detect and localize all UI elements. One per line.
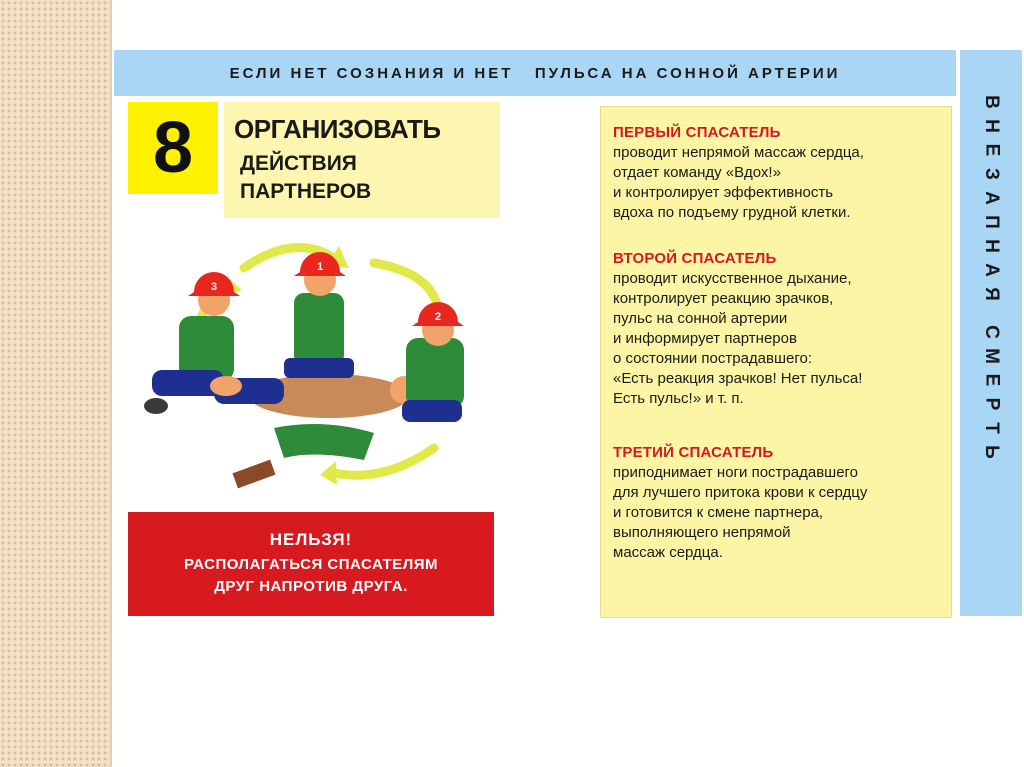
- slide: [114, 50, 1022, 616]
- rescuer-role-heading: ВТОРОЙ СПАСАТЕЛЬ: [613, 250, 777, 267]
- side-letter: Т: [980, 422, 1002, 434]
- rescuer-number: 1: [316, 261, 324, 273]
- step-number-box: [128, 102, 218, 194]
- rescuer-role-heading: ПЕРВЫЙ СПАСАТЕЛЬ: [613, 124, 781, 141]
- rescuer-3-hands: [210, 376, 242, 396]
- top-banner: [114, 50, 956, 96]
- side-letter: П: [981, 215, 1002, 229]
- victim-arm: [274, 424, 374, 460]
- warning-box: [128, 512, 494, 616]
- side-letter: Е: [981, 143, 1002, 157]
- rescuer-role-line: выполняющего непрямой: [613, 524, 791, 541]
- rescuer-role-line: о состоянии пострадавшего:: [613, 350, 813, 367]
- decorative-border: [0, 0, 112, 767]
- rescuer-role-line: Есть пульс!» и т. п.: [613, 390, 744, 407]
- side-letter: Ь: [981, 445, 1002, 459]
- rescuer-role-line: контролирует реакцию зрачков,: [613, 290, 834, 307]
- rescuer-number: 3: [210, 281, 218, 293]
- side-letter: Н: [980, 239, 1002, 253]
- side-banner-text: [960, 90, 1022, 464]
- rescuers-illustration: [134, 228, 504, 498]
- side-letter: А: [980, 263, 1002, 277]
- side-letter: Р: [981, 397, 1002, 411]
- warning-title: НЕЛЬЗЯ!: [269, 530, 353, 549]
- side-letter: Я: [981, 287, 1002, 301]
- rescuer-role-line: пульс на сонной артерии: [613, 310, 788, 327]
- side-letter: М: [980, 348, 1002, 364]
- rescuer-role-line: для лучшего притока крови к сердцу: [613, 484, 868, 501]
- banner-text: ЕСЛИ НЕТ СОЗНАНИЯ И НЕТ ПУЛЬСА НА СОННОЙ АРТЕРИИ: [229, 64, 841, 82]
- rescuer-2-pants: [402, 400, 462, 422]
- side-banner: [960, 50, 1022, 616]
- rescuer-role-line: и контролирует эффективность: [613, 184, 834, 201]
- side-letter: Н: [980, 119, 1002, 133]
- rescuer-number: 2: [434, 311, 442, 323]
- step-number: 8: [152, 108, 194, 188]
- rescuer-role-line: отдает команду «Вдох!»: [613, 164, 781, 181]
- side-letter: Е: [981, 373, 1002, 387]
- rescuer-3-boot: [144, 398, 168, 414]
- side-letter: В: [980, 95, 1002, 109]
- rescuer-1-body: [294, 293, 344, 365]
- rescuer-role-heading: ТРЕТИЙ СПАСАТЕЛЬ: [613, 444, 774, 461]
- rescuer-role-line: и информирует партнеров: [613, 330, 797, 347]
- rescuer-role-third: [613, 443, 945, 563]
- rescuer-role-line: массаж сердца.: [613, 544, 723, 561]
- rescuer-role-line: проводит непрямой массаж сердца,: [613, 144, 864, 161]
- step-title-box: [224, 102, 500, 218]
- warning-line: РАСПОЛАГАТЬСЯ СПАСАТЕЛЯМ: [184, 556, 438, 573]
- arrow-head: [320, 461, 337, 485]
- side-letter: С: [980, 325, 1002, 339]
- rescuer-role-line: и готовится к смене партнера,: [613, 504, 824, 521]
- step-subtitle-line: ПАРТНЕРОВ: [240, 180, 372, 203]
- rescuer-2-body: [406, 338, 464, 408]
- step-title: ОРГАНИЗОВАТЬ: [234, 114, 441, 144]
- side-letter: А: [980, 191, 1002, 205]
- rescuer-role-line: «Есть реакция зрачков! Нет пульса!: [613, 370, 863, 387]
- rescuer-role-line: проводит искусственное дыхание,: [613, 270, 852, 287]
- rescuer-role-line: вдоха по подъему грудной клетки.: [613, 204, 851, 221]
- side-letter: З: [981, 168, 1002, 180]
- rescuer-role-second: [613, 249, 945, 409]
- step-subtitle-line: ДЕЙСТВИЯ: [240, 152, 357, 175]
- rescuer-role-first: [613, 123, 945, 223]
- victim-shoe: [232, 460, 275, 489]
- warning-line: ДРУГ НАПРОТИВ ДРУГА.: [214, 578, 408, 595]
- rescuer-roles-panel: [600, 106, 952, 618]
- rescuer-1-pants: [284, 358, 354, 378]
- rescuer-role-line: приподнимает ноги пострадавшего: [613, 464, 859, 481]
